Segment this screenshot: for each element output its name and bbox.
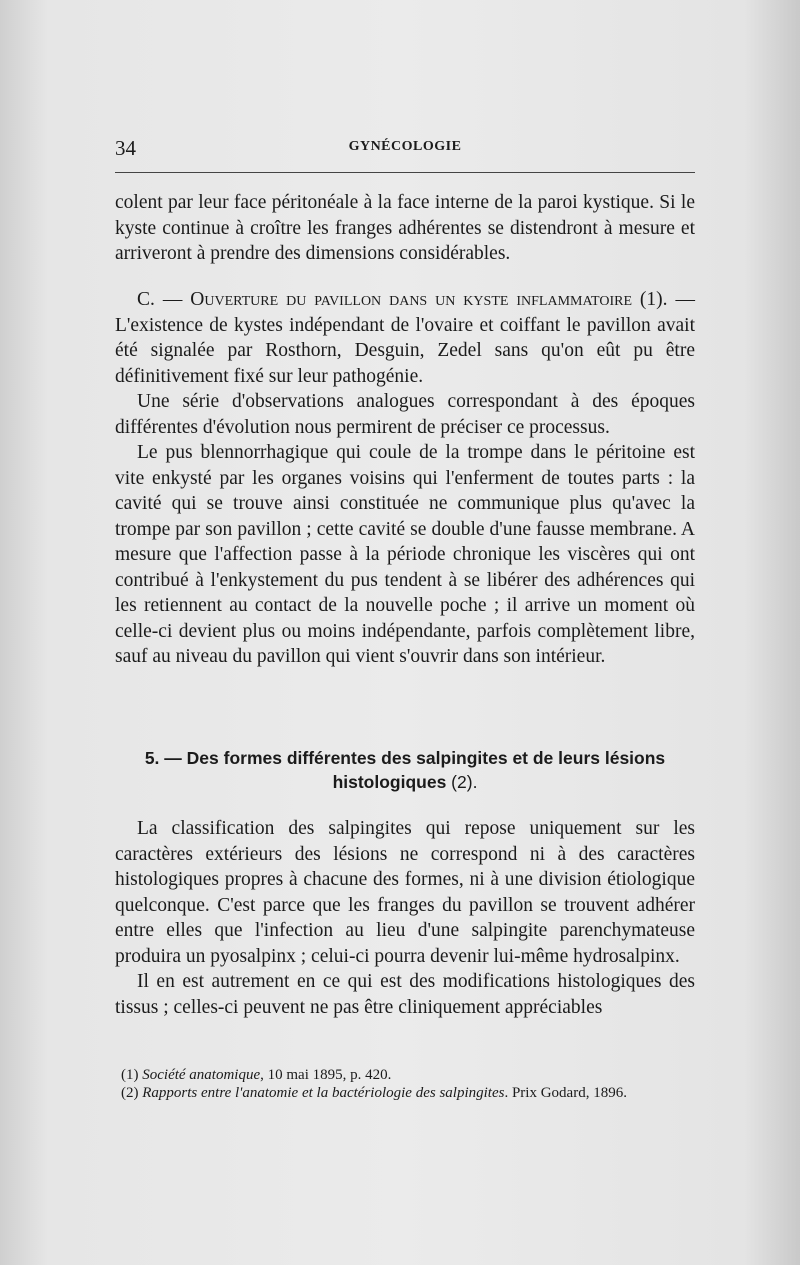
paragraph: La classification des salpingites qui repose uniquement sur les caractères extérieurs des lésions ne correspond ni à des caractères histologiques propres à chacune des formes, ni à une division étiologique quelconque. C'est parce que les franges du pavillon se trouvent adhérer entre elles que l'infection au lieu d'une salpingite parenchymateuse produira un pyosalpinx ; celui-ci pourra devenir lui-même hydrosalpinx.: [115, 818, 695, 967]
section-c: [115, 287, 695, 670]
footnote-1: [115, 1066, 695, 1084]
footnote-title: Société anatomique: [142, 1067, 261, 1083]
section-5-body: [115, 816, 695, 1020]
paragraph-continued: [115, 190, 695, 267]
paragraph: Une série d'observations analogues correspondant à des époques différentes d'évolution nous permirent de préciser ce processus.: [115, 391, 695, 438]
section-5-title: 5. — Des formes différentes des salpingites et de leurs lésions histologiques: [144, 748, 666, 792]
section-c-text: — L'existence de kystes indépendant de l'ovaire et coiffant le pavillon avait été signalée par Rosthorn, Desguin, Zedel sans qu'on eût pu être définitivement fixé sur leur pathogénie.: [115, 289, 695, 387]
section-5-heading: [115, 746, 695, 794]
paragraph: colent par leur face péritonéale à la face interne de la paroi kystique. Si le kyste continue à croître les franges adhérentes se distendront à mesure et arriveront à prendre des dimensions considérables.: [115, 192, 695, 264]
section-c-paragraph: [115, 287, 695, 389]
footnote-marker: (1): [121, 1067, 143, 1083]
footnotes: [115, 1066, 695, 1102]
footnote-rest: . Prix Godard, 1896.: [504, 1085, 627, 1101]
header-rule: [115, 172, 695, 173]
section-c-title: Ouverture du pavillon dans un kyste inflammatoire: [190, 289, 632, 310]
section-5-ref: (2).: [446, 772, 478, 792]
running-title: GYNÉCOLOGIE: [348, 139, 462, 154]
paragraph: Il en est autrement en ce qui est des modifications histologiques des tissus ; celles-ci peuvent ne pas être cliniquement appréciables: [115, 971, 695, 1018]
section-c-label: C. —: [137, 289, 191, 310]
footnote-title: Rapports entre l'anatomie et la bactériologie des salpingites: [142, 1085, 505, 1101]
section-c-ref: (1).: [632, 289, 668, 310]
page-header: [115, 136, 695, 160]
page-number: 34: [115, 136, 136, 160]
paragraph: Le pus blennorrhagique qui coule de la trompe dans le péritoine est vite enkysté par les organes voisins qui l'enferment de toutes parts : la cavité qui se trouve ainsi constituée ne communique plus qu'avec la trompe par son pavillon ; cette cavité se double d'une fausse membrane. A mesure que l'affection passe à la période chronique les viscères qui ont contribué à l'enkystement du pus tendent à se libérer des adhérences qui les retiennent au contact de la nouvelle poche ; il arrive un moment où celle-ci devient plus ou moins indépendante, parfois complètement libre, sauf au niveau du pavillon qui vient s'ouvrir dans son intérieur.: [115, 442, 695, 667]
footnote-2: [115, 1084, 695, 1102]
footnote-rest: , 10 mai 1895, p. 420.: [260, 1067, 392, 1083]
footnote-marker: (2): [121, 1085, 143, 1101]
